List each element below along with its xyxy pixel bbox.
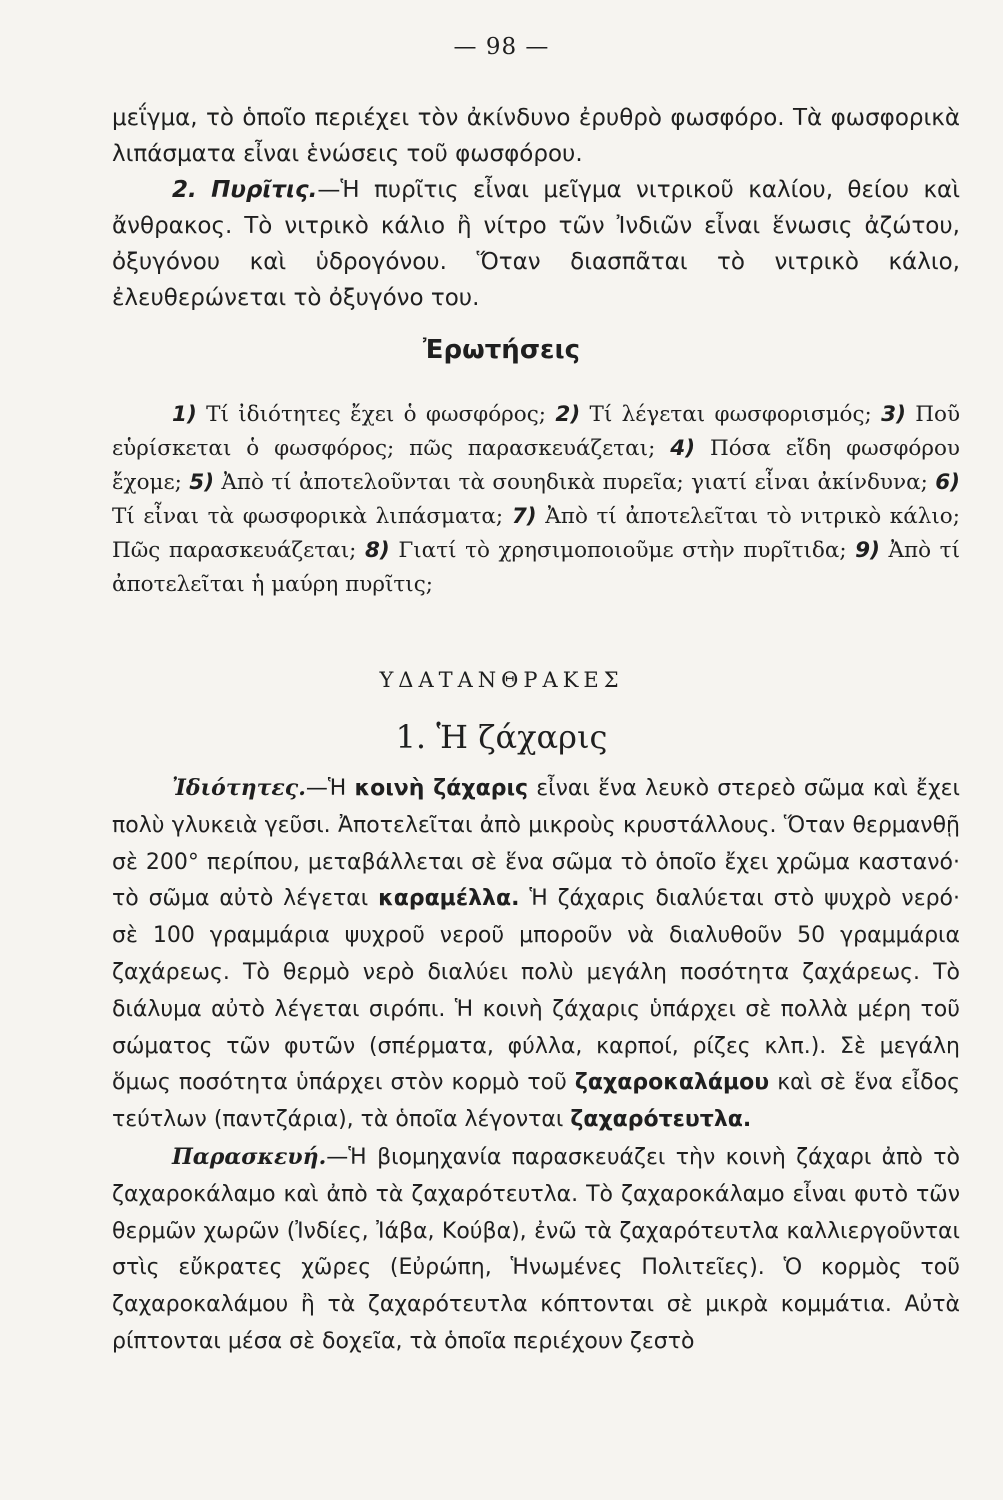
section-label-pyritis: Πυρῖτις.: [211, 177, 318, 203]
question-number: 6): [935, 470, 960, 495]
question-number: 7): [511, 504, 537, 529]
page-number: — 98 —: [453, 34, 550, 60]
question-number: 5): [189, 470, 215, 495]
body-span: καὶ σὲ ἕνα εἶδος τεύτλων (παντζάρια), τὰ ὁποῖα λέγονται: [112, 1070, 960, 1133]
section-label-preparation: Παρασκευή.: [172, 1143, 327, 1170]
keyword-common-sugar: κοινὴ ζάχαρις: [354, 776, 529, 801]
body-text: [112, 770, 960, 1361]
chapter-title: 1. Ἡ ζάχαρις: [395, 718, 608, 756]
section-label-properties: Ἰδιότητες.: [172, 775, 306, 801]
question-text: Ποῦ εὑρίσκεται ὁ φωσφόρος; πῶς παρασκευάζεται;: [112, 402, 961, 461]
question-text: Ἀπὸ τί ἀποτελεῖται τὸ νιτρικὸ κάλιο; Πῶς παρασκευάζεται;: [112, 504, 960, 563]
questions-heading: Ἐρωτήσεις: [422, 335, 581, 365]
properties-paragraph: [112, 770, 960, 1139]
question-number: 1): [172, 402, 197, 427]
pyritis-text: —Ἡ πυρῖτις εἶναι μεῖγμα νιτρικοῦ καλίου, θείου καὶ ἄνθρακος. Τὸ νιτρικὸ κάλιο ἢ νίτρο τῶν Ἰνδιῶν εἶναι ἕνωσις ἀζώτου, ὀξυγόνου καὶ ὑδρογόνου. Ὅταν διασπᾶται τὸ νιτρικὸ κάλιο, ἐλευθερώνεται τὸ ὀξυγόνο του.: [112, 177, 960, 311]
question-number: 2): [555, 402, 581, 427]
intro-paragraph-2: [112, 172, 960, 316]
preparation-paragraph: [112, 1139, 960, 1361]
question-text: Τί ἰδιότητες ἔχει ὁ φωσφόρος;: [206, 402, 547, 427]
question-text: Τί εἶναι τὰ φωσφορικὰ λιπάσματα;: [112, 504, 504, 529]
keyword-sugar-beet: ζαχαρότευτλα.: [570, 1107, 752, 1133]
question-text: Ἀπὸ τί ἀποτελεῖται ἡ μαύρη πυρῖτις;: [112, 538, 960, 597]
body-span: εἶναι ἕνα λευκὸ στερεὸ σῶμα καὶ ἔχει πολὺ γλυκειὰ γεῦσι. Ἀποτελεῖται ἀπὸ μικροὺς κρυστάλλους. Ὅταν θερμανθῇ σὲ 200° περίπου, μεταβάλλεται σὲ ἕνα σῶμα τὸ ὁποῖο ἔχει χρῶμα καστανό· τὸ σῶμα αὐτὸ λέγεται: [112, 776, 960, 912]
keyword-sugarcane: ζαχαροκαλάμου: [574, 1070, 770, 1096]
keyword-caramel: καραμέλλα.: [378, 886, 520, 912]
question-text: Πόσα εἴδη φωσφόρου ἔχομε;: [112, 436, 960, 495]
section-heading: ΥΔΑΤΑΝΘΡΑΚΕΣ: [379, 668, 624, 692]
question-number: 4): [670, 436, 696, 461]
intro-paragraph-1: μεΐγμα, τὸ ὁποῖο περιέχει τὸν ἀκίνδυνο ἐρυθρὸ φωσφόρο. Τὰ φωσφορικὰ λιπάσματα εἶναι ἑνώσεις τοῦ φωσφόρου.: [112, 105, 960, 167]
question-number: 9): [855, 538, 880, 563]
body-span: —Ἡ: [305, 776, 355, 801]
intro-text: [112, 100, 960, 316]
item-number: 2.: [172, 177, 197, 203]
question-number: 8): [364, 538, 390, 563]
question-number: 3): [881, 402, 906, 427]
body-span: Ἡ ζάχαρις διαλύεται στὸ ψυχρὸ νερό· σὲ 100 γραμμάρια ψυχροῦ νεροῦ μποροῦν νὰ διαλυθοῦν 50 γραμμάρια ζαχάρεως. Τὸ θερμὸ νερὸ διαλύει πολὺ μεγάλη ποσότητα ζαχάρεως. Τὸ διάλυμα αὐτὸ λέγεται σιρόπι. Ἡ κοινὴ ζάχαρις ὑπάρχει σὲ πολλὰ μέρη τοῦ σώματος τῶν φυτῶν (σπέρματα, φύλλα, καρποί, ρίζες κλπ.). Σὲ μεγάλη ὅμως ποσότητα ὑπάρχει στὸν κορμὸ τοῦ: [112, 886, 960, 1096]
questions-paragraph: [112, 398, 960, 602]
body-span: —Ἡ βιομηχανία παρασκευάζει τὴν κοινὴ ζάχαρι ἀπὸ τὸ ζαχαροκάλαμο καὶ ἀπὸ τὰ ζαχαρότευτλα. Τὸ ζαχαροκάλαμο εἶναι φυτὸ τῶν θερμῶν χωρῶν (Ἰνδίες, Ἰάβα, Κούβα), ἐνῶ τὰ ζαχαρότευτλα καλλιεργοῦνται στὶς εὔκρατες χῶρες (Εὐρώπη, Ἡνωμένες Πολιτεῖες). Ὁ κορμὸς τοῦ ζαχαροκαλάμου ἢ τὰ ζαχαρότευτλα κόπτονται σὲ μικρὰ κομμάτια. Αὐτὰ ρίπτονται μέσα σὲ δοχεῖα, τὰ ὁποῖα περιέχουν ζεστὸ: [112, 1144, 960, 1354]
questions-block: [112, 398, 960, 602]
question-text: Ἀπὸ τί ἀποτελοῦνται τὰ σουηδικὰ πυρεῖα; γιατί εἶναι ἀκίνδυνα;: [221, 470, 928, 495]
question-text: Γιατί τὸ χρησιμοποιοῦμε στὴν πυρῖτιδα;: [398, 538, 847, 563]
question-text: Τί λέγεται φωσφορισμός;: [589, 402, 872, 427]
